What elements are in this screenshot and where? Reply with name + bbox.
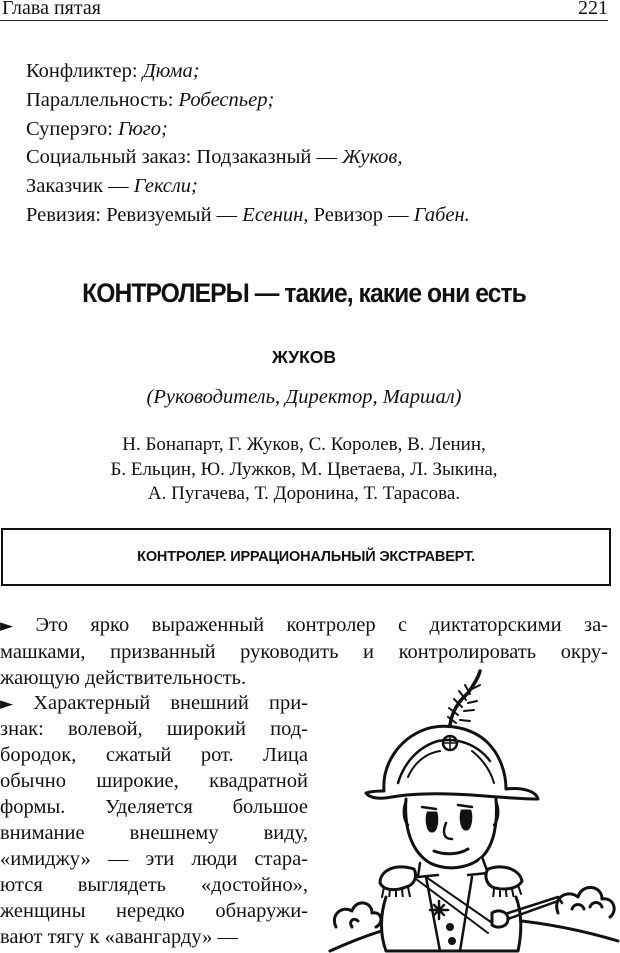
text-line: внимание внешнему виду,	[0, 822, 308, 844]
text-line: вают тягу к «авангарду» —	[0, 926, 239, 948]
relation-term: Суперэго:	[26, 117, 113, 140]
relation-row	[26, 172, 470, 201]
person-name: Габен.	[413, 203, 470, 226]
relation-term: Социальный заказ: Подзаказный —	[26, 146, 343, 169]
bullet-arrow-icon: ►	[0, 616, 14, 636]
person-name: Есенин,	[242, 203, 309, 226]
relation-term: Параллельность:	[26, 88, 174, 111]
type-name: ЖУКОВ	[271, 347, 337, 367]
bush-left	[334, 903, 381, 927]
relation-row	[26, 115, 470, 144]
text-line: женщины нередко обнаружи-	[0, 900, 308, 922]
section-title: КОНТРОЛЕРЫ — такие, какие они есть	[82, 278, 526, 308]
bullet-arrow-icon: ►	[0, 694, 14, 714]
text-line-content: Характерный внешний при-	[33, 692, 309, 714]
text-line	[0, 612, 608, 639]
relation-row	[26, 143, 470, 172]
relations-list	[26, 57, 470, 230]
chapter-title: Глава пятая	[2, 0, 101, 19]
text-line: машками, призванный руководить и контролировать окру-	[0, 641, 608, 663]
right-epaulette	[486, 867, 522, 889]
type-roles: (Руководитель, Директор, Маршал)	[146, 386, 462, 408]
text-line: «имиджу» — эти люди стара-	[0, 848, 308, 870]
page-number: 221	[578, 0, 608, 19]
left-epaulette	[380, 867, 416, 890]
text-line: формы. Уделяется большое	[0, 796, 308, 818]
person-name: Дюма;	[137, 60, 200, 82]
type-definition: КОНТРОЛЕР. ИРРАЦИОНАЛЬНЫЙ ЭКСТРАВЕРТ.	[137, 549, 475, 565]
text-line: знак: волевой, широкий под-	[0, 718, 308, 740]
text-line: жающую действительность.	[0, 667, 247, 689]
right-eye	[461, 811, 471, 829]
text-line: ются выглядеть «достойно»,	[0, 874, 308, 896]
person-name: Гексли;	[133, 175, 198, 198]
relation-term: Ревизия: Ревизуемый —	[26, 203, 243, 226]
examples-line: Н. Бонапарт, Г. Жуков, С. Королев, В. Ленин,	[122, 434, 486, 455]
napoleon-cartoon-illustration	[322, 665, 620, 953]
relation-term: Заказчик —	[26, 175, 134, 198]
text-line	[0, 690, 308, 716]
type-definition-box	[1, 528, 611, 586]
relation-term: Конфликтер:	[26, 60, 138, 82]
examples-line: А. Пугачева, Т. Доронина, Т. Тарасова.	[147, 483, 461, 504]
text-line-content: Это ярко выраженный контролер с диктаторскими за-	[35, 614, 609, 636]
relation-row	[26, 86, 470, 115]
person-name: Жуков,	[342, 146, 403, 169]
person-name: Робеспьер;	[173, 88, 275, 111]
paragraph-appearance	[0, 690, 308, 950]
bush-right	[557, 887, 614, 917]
text-line: обычно широкие, квадратной	[0, 770, 308, 792]
relation-row	[26, 57, 470, 86]
running-header	[0, 0, 608, 21]
relation-row	[26, 201, 470, 230]
left-eye	[427, 813, 437, 831]
text-line: бородок, сжатый рот. Лица	[0, 744, 308, 766]
examples-line: Б. Ельцин, Ю. Лужков, М. Цветаева, Л. Зыкина,	[110, 458, 498, 480]
famous-examples	[0, 433, 608, 507]
relation-term: Ревизор —	[308, 203, 414, 226]
person-name: Гюго;	[112, 117, 168, 140]
